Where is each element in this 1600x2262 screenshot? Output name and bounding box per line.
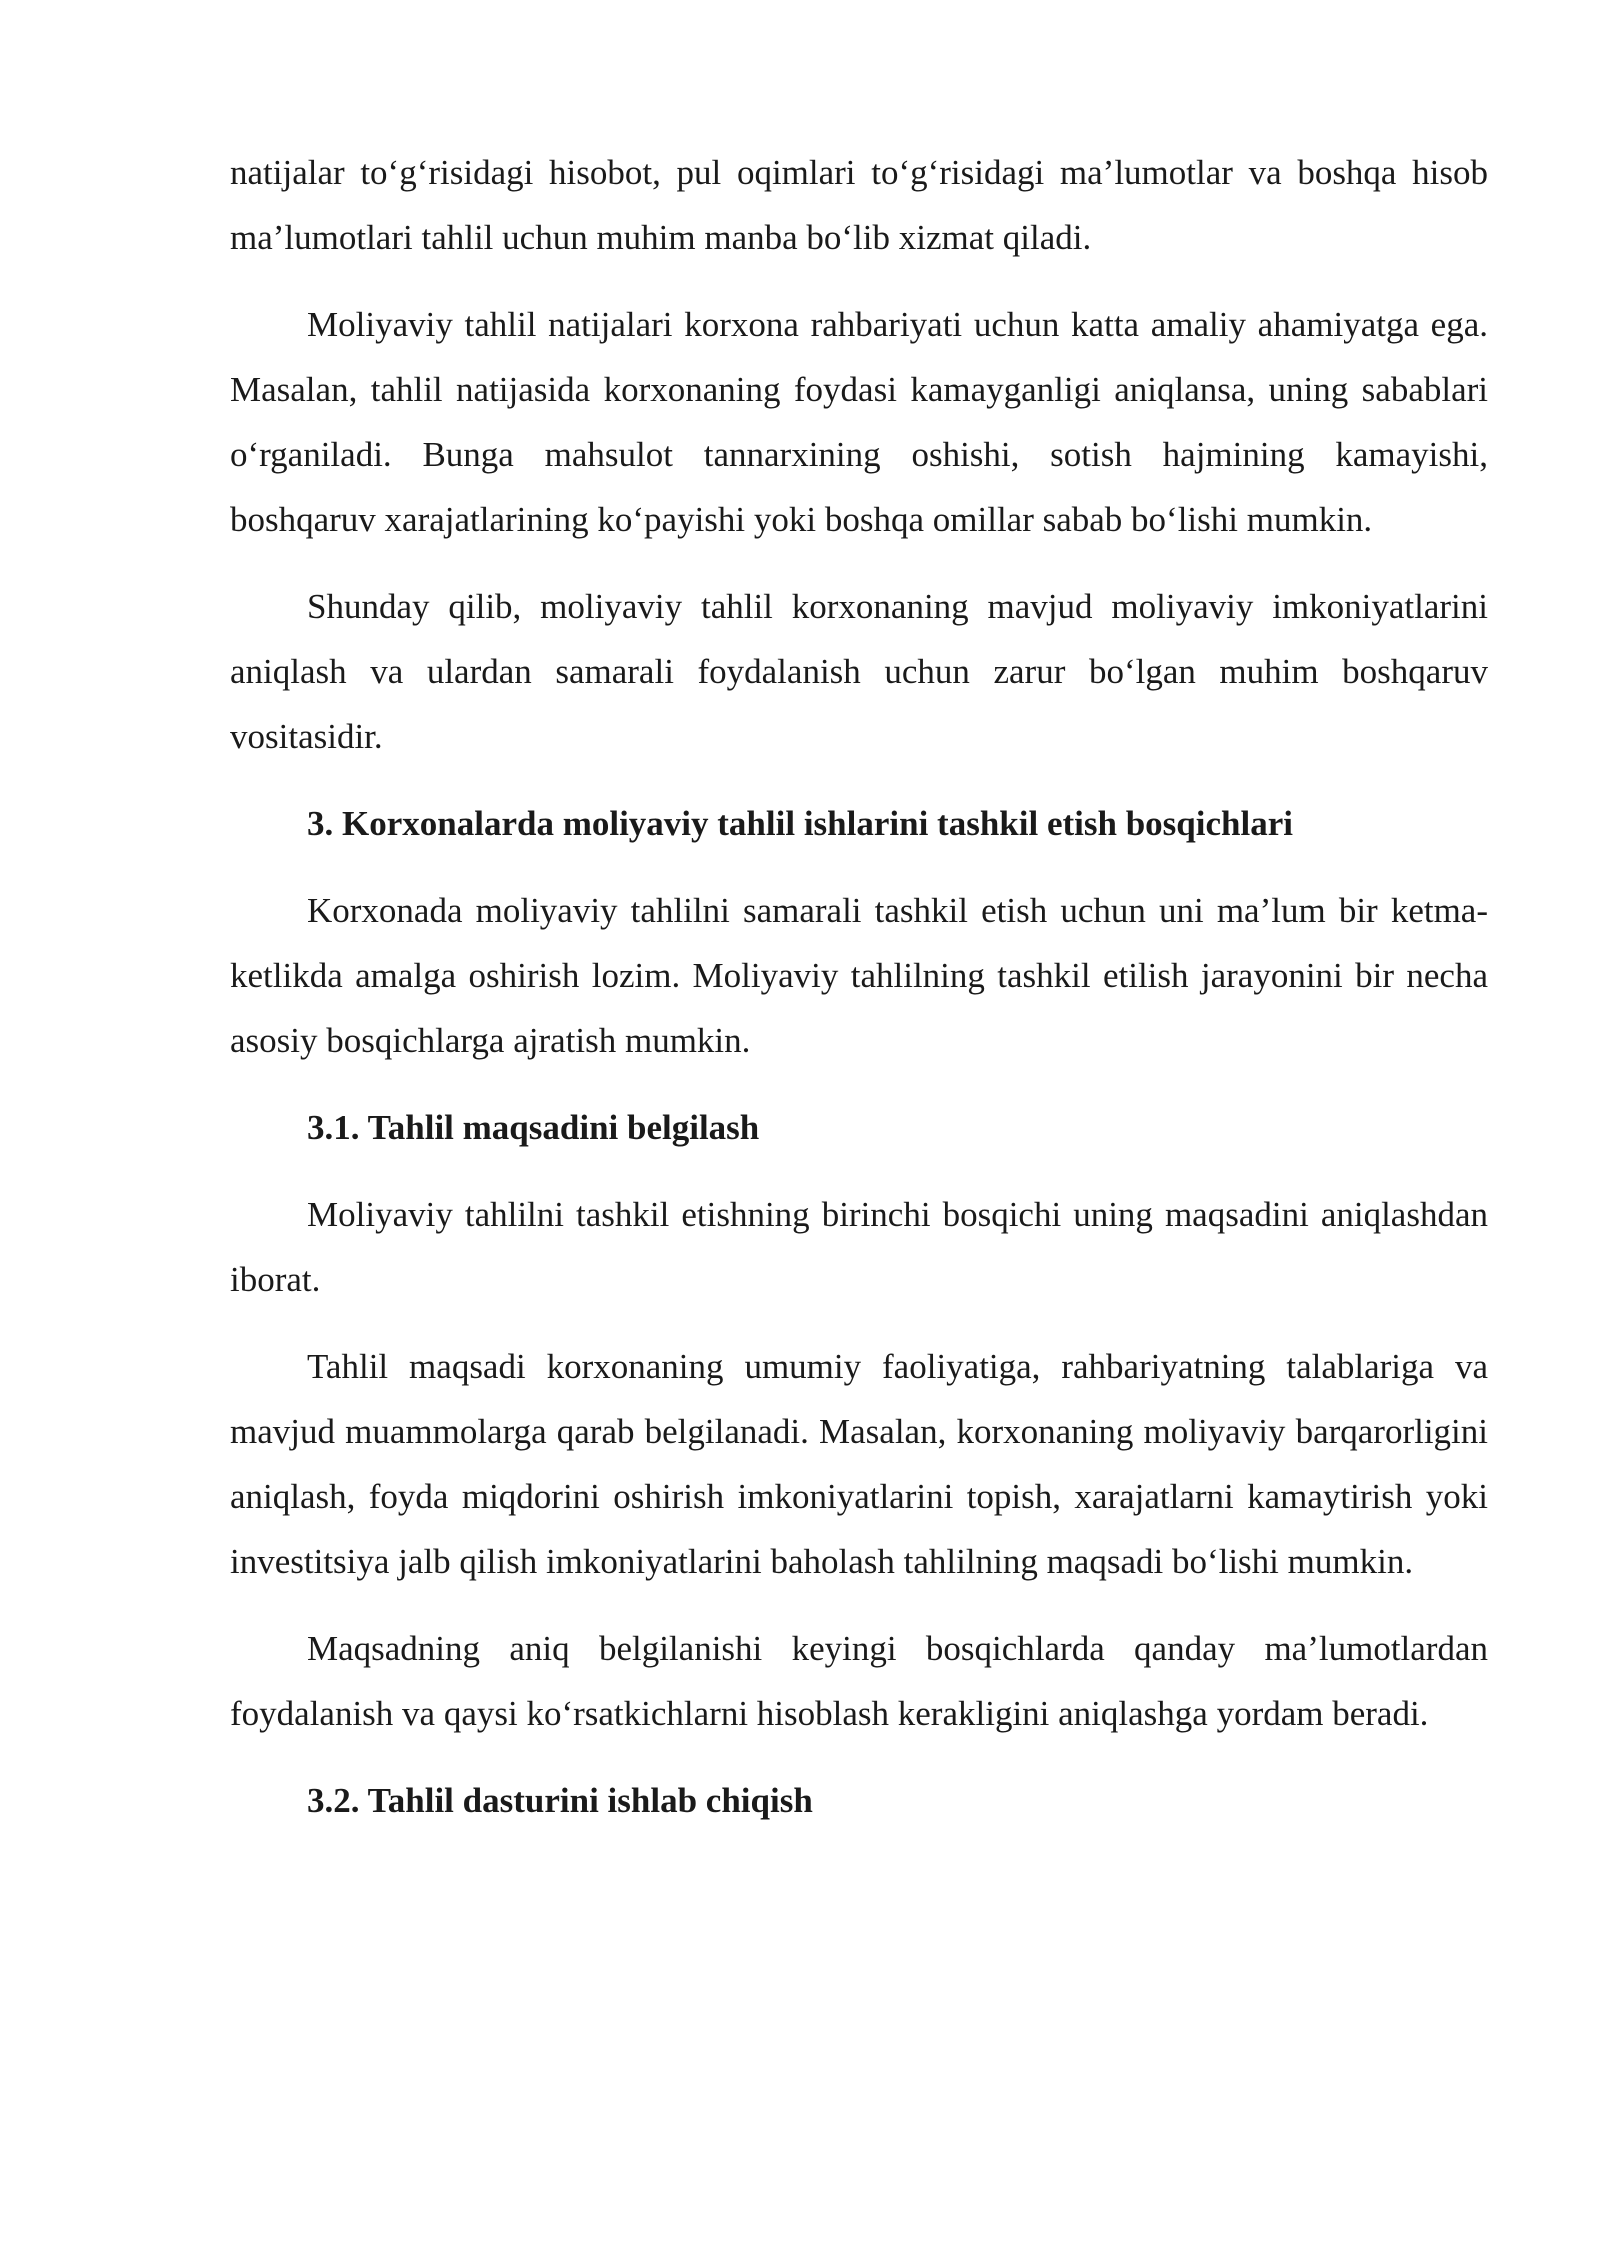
section-heading-3: 3. Korxonalarda moliyaviy tahlil ishlarini tashkil etish bosqichlari [307,804,1293,843]
paragraph-conclusion: Shunday qilib, moliyaviy tahlil korxonaning mavjud moliyaviy imkoniyatlarini aniqlash va ulardan samarali foydalanish uchun zarur bo‘lgan muhim boshqaruv vositasidir. [230,587,1488,756]
section-heading-3-1: 3.1. Tahlil maqsadini belgilash [307,1108,760,1147]
paragraph-3-1-third: Maqsadning aniq belgilanishi keyingi bosqichlarda qanday ma’lumotlardan foydalanish va qaysi ko‘rsatkichlarni hisoblash kerakligini aniqlashga yordam beradi. [230,1629,1488,1733]
document-body [230,140,1488,1855]
paragraph-3-1-second: Tahlil maqsadi korxonaning umumiy faoliyatiga, rahbariyatning talablariga va mavjud muammolarga qarab belgilanadi. Masalan, korxonaning moliyaviy barqarorligini aniqlash, foyda miqdorini oshirish imkoniyatlarini topish, xarajatlarni kamaytirish yoki investitsiya jalb qilish imkoniyatlarini baholash tahlilning maqsadi bo‘lishi mumkin. [230,1347,1488,1581]
paragraph-3-1-first: Moliyaviy tahlilni tashkil etishning birinchi bosqichi uning maqsadini aniqlashdan iborat. [230,1195,1488,1299]
paragraph-section-3-intro: Korxonada moliyaviy tahlilni samarali tashkil etish uchun uni ma’lum bir ketma-ketlikda amalga oshirish lozim. Moliyaviy tahlilning tashkil etilish jarayonini bir necha asosiy bosqichlarga ajratish mumkin. [230,891,1488,1060]
section-heading-3-2: 3.2. Tahlil dasturini ishlab chiqish [307,1781,813,1820]
paragraph-continuation: natijalar to‘g‘risidagi hisobot, pul oqimlari to‘g‘risidagi ma’lumotlar va boshqa hisob ma’lumotlari tahlil uchun muhim manba bo‘lib xizmat qiladi. [230,153,1488,257]
paragraph-practical-importance: Moliyaviy tahlil natijalari korxona rahbariyati uchun katta amaliy ahamiyatga ega. Masalan, tahlil natijasida korxonaning foydasi kamayganligi aniqlansa, uning sabablari o‘rganiladi. Bunga mahsulot tannarxining oshishi, sotish hajmining kamayishi, boshqaruv xarajatlarining ko‘payishi yoki boshqa omillar sabab bo‘lishi mumkin. [230,305,1488,539]
